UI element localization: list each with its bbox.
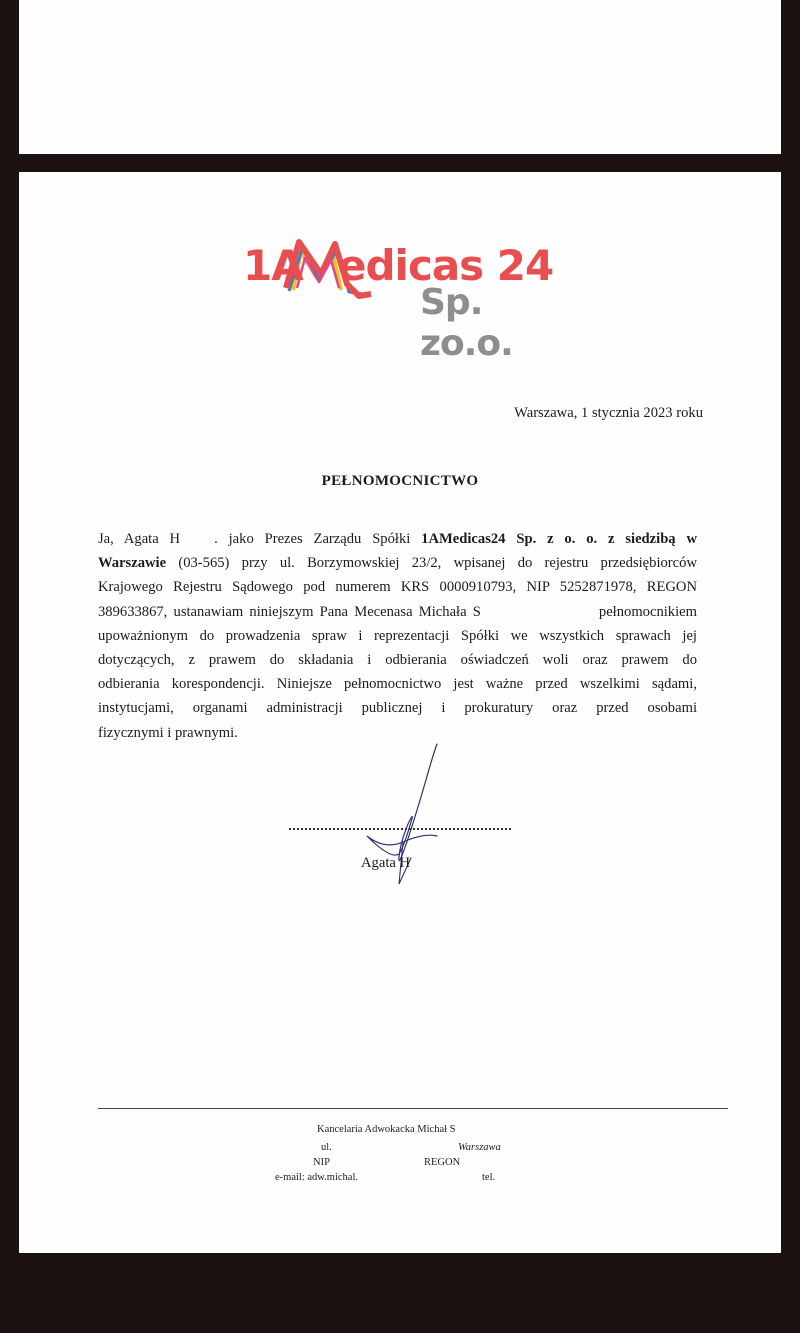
footer-street: ul.: [321, 1142, 332, 1153]
body-line-4: [98, 600, 697, 624]
footer-city: Warszawa: [458, 1142, 501, 1153]
signature-dotted-line: [289, 828, 511, 830]
body-line-6: dotyczących, z prawem do składania i odbierania oświadczeń woli oraz prawem do: [98, 652, 697, 669]
letter-body: [98, 527, 697, 745]
place-and-date: Warszawa, 1 stycznia 2023 roku: [514, 405, 703, 421]
body-line-7: odbierania korespondencji. Niniejsze pełnomocnictwo jest ważne przed wszelkimi sądami,: [98, 676, 697, 693]
body-text-segment: . jako Prezes Zarządu Spółki: [214, 531, 411, 547]
body-line-5: upoważnionym do prowadzenia spraw i reprezentacji Spółki we wszystkich sprawach jej: [98, 627, 697, 644]
footer-email: e-mail: adw.michal.: [275, 1172, 358, 1183]
body-text-segment: 389633867, ustanawiam niniejszym Pana Mecenasa Michała S: [98, 603, 481, 620]
body-line-1: [98, 527, 697, 551]
signer-name: Agata H: [361, 855, 411, 871]
previous-page-sheet: [19, 0, 781, 154]
body-line-9: fizycznymi i prawnymi.: [98, 724, 238, 741]
body-text-segment: Ja, Agata H: [98, 531, 181, 547]
logo-text-suffix: Sp. zo.o.: [420, 282, 513, 364]
footer-phone: tel.: [482, 1172, 496, 1183]
body-text-segment: pełnomocnikiem: [598, 603, 697, 620]
body-line-2: [98, 551, 697, 575]
footer-divider: [98, 1108, 728, 1109]
footer-office-name: Kancelaria Adwokacka Michał S: [317, 1124, 456, 1135]
body-line-8: instytucjami, organami administracji publicznej i prokuratury oraz przed osobami: [98, 700, 697, 717]
body-text-segment: (03-565) przy ul. Borzymowskiej 23/2, wpisanej do rejestru przedsiębiorców: [178, 555, 697, 572]
body-line-3: Krajowego Rejestru Sądowego pod numerem KRS 0000910793, NIP 5252871978, REGON: [98, 579, 697, 596]
company-logo: [241, 238, 581, 364]
city-bold: Warszawie: [98, 555, 167, 572]
footer-regon: REGON: [424, 1157, 461, 1168]
document-page: [19, 172, 781, 1253]
footer-nip: NIP: [313, 1157, 330, 1168]
logo-text-main: edicas 24: [338, 241, 554, 290]
document-title: PEŁNOMOCNICTWO: [321, 473, 479, 489]
company-name-bold: 1AMedicas24 Sp. z o. o. z siedzibą w: [421, 531, 698, 547]
logo-text-prefix: 1A: [243, 241, 303, 290]
